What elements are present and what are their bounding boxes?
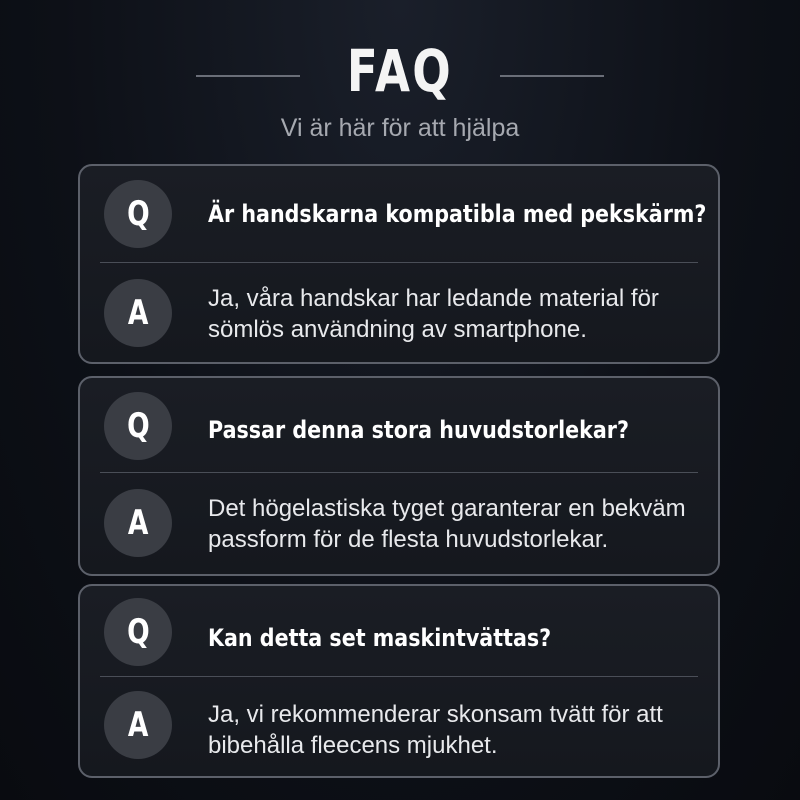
a-badge: A — [104, 691, 172, 759]
faq-header — [0, 28, 800, 148]
q-badge: Q — [104, 598, 172, 666]
question-text: Är handskarna kompatibla med pekskärm? — [208, 200, 707, 228]
faq-card-1 — [78, 164, 720, 364]
answer-text — [208, 699, 688, 761]
answer-line: bibehålla fleecens mjukhet. — [208, 732, 498, 759]
answer-row — [80, 263, 718, 364]
answer-line: Ja, vi rekommenderar skonsam tvätt för att — [208, 701, 663, 728]
question-row — [80, 166, 718, 262]
question-row — [80, 378, 718, 472]
question-text: Passar denna stora huvudstorlekar? — [208, 416, 629, 444]
page-title: FAQ — [346, 37, 454, 105]
a-badge: A — [104, 279, 172, 347]
q-badge: Q — [104, 392, 172, 460]
answer-text — [208, 283, 688, 345]
question-row — [80, 586, 718, 676]
answer-line: Det högelastiska tyget garanterar en bekväm — [208, 495, 686, 522]
page-subtitle: Vi är här för att hjälpa — [280, 114, 520, 142]
answer-text — [208, 493, 688, 555]
title-divider-right — [500, 75, 604, 77]
answer-row — [80, 677, 718, 778]
faq-card-2 — [78, 376, 720, 576]
answer-row — [80, 473, 718, 576]
a-badge: A — [104, 489, 172, 557]
faq-card-3 — [78, 584, 720, 778]
answer-line: passform för de flesta huvudstorlekar. — [208, 526, 609, 553]
answer-line: Ja, våra handskar har ledande material för — [208, 285, 659, 312]
q-badge: Q — [104, 180, 172, 248]
answer-line: sömlös användning av smartphone. — [208, 316, 587, 343]
question-text: Kan detta set maskintvättas? — [208, 624, 552, 652]
title-row — [0, 36, 800, 106]
